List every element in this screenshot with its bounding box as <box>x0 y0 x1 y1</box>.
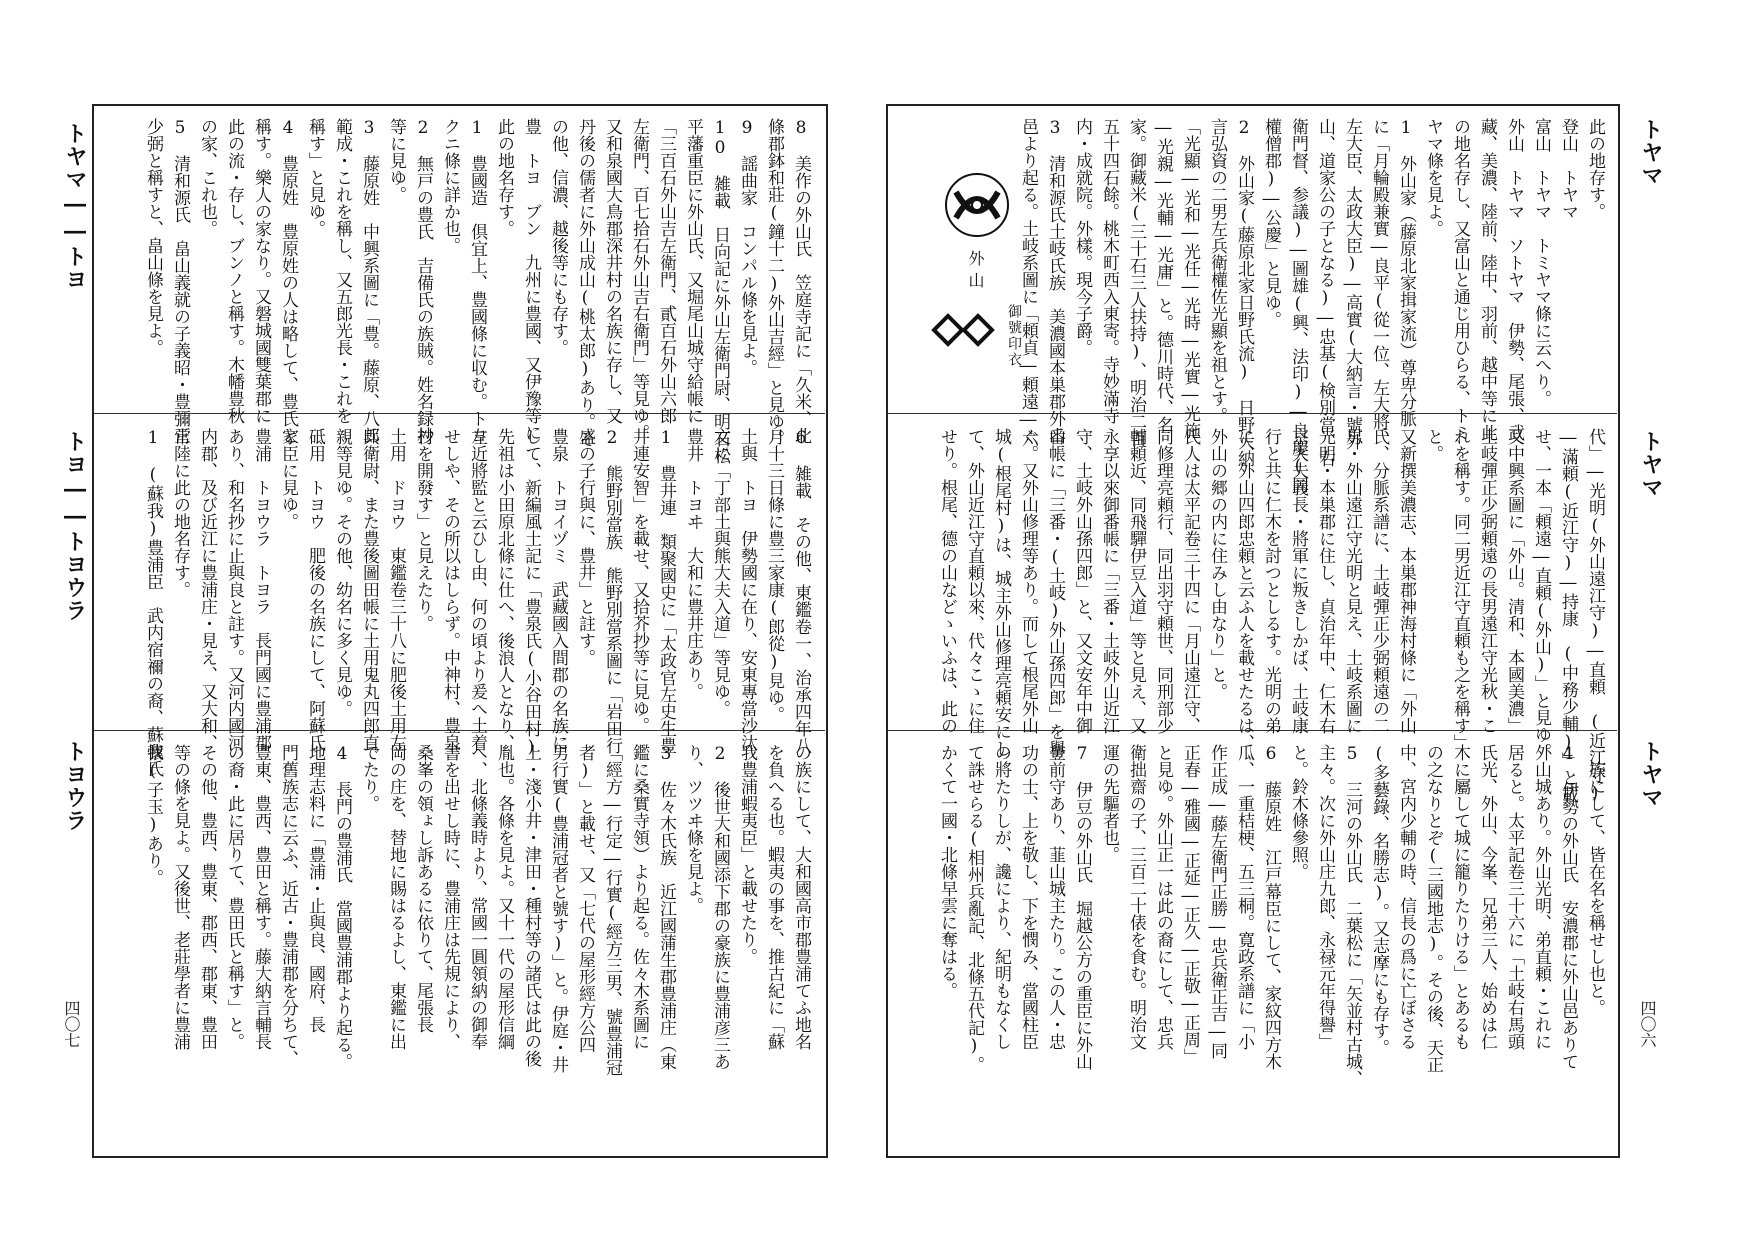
text-band-middle: 6 雑載 その他、東鑑卷一、治承四年八 月十三日條に豊三家康(郎從)見ゆ。 土與 トヨ 伊勢國に在り、安東專當沙汰 文に「丁部土與熊大夫入道」等見ゆ。 豊井 トヨヰ 大和に豊井庄あり。 1 豊井連 類聚國史に「太政官左史生豊 井連安智」を載せ、又拾芥抄等に見ゆ。 2 熊野別當族 熊野別當系圖に「岩田行 盛の子行與に、豊井」と註す。 豊泉 トヨイヅミ 武藏國入間郡の名族に して、新編風土記に「豊泉氏(小谷田村) 先祖は小田原北條に仕へ、後浪人となり、 左近將監と云ひし由、何の頃より爰へ土着 せしや、その所以はしらず。中神村、豊泉 村を開發す」と見えたり。 土用 ドヨウ 東鑑卷三十八に肥後土用左 兵衛尉、また豊後圖田帳に土用鬼丸四郎直 親等見ゆ。その他、幼名に多く見ゆ。 砥用 トヨウ 肥後の名族にして、阿蘇氏 家臣に見ゆ。 豊浦 トヨウラ トヨラ 長門國に豊浦郡 あり、和名抄に止與良と註す。又河内國河 内郡、及び近江に豊浦庄・見え、又大和、 常陸に此の地名存す。 1 (蘇我)豊浦臣 武内宿禰の裔、蘇我氏 <box>143 428 811 777</box>
crest-caption: 御號印衣 <box>1006 304 1022 368</box>
text-band-bottom: の族にして、大和國高市郡豊浦てふ地名 を負へる也。蝦夷の事を、推古紀に「蘇 我豊浦蝦夷臣」と載せたり。 2 後世大和國添下郡の豪族に豊浦彦三あ り、ツツヰ條を見よ。 3 佐々木氏族 近江國蒲生郡豊浦庄（東 鑑に桑實寺領）より起る。佐々木系圖に 「經方―行定―行實(經方三男、號豊浦冠 者)」と載せ、又「七代の屋形經方公四 男行實(豊浦冠者と號す)」と。伊庭・井 上・淺小井・津田・種村等の諸氏は此の後 胤也。各條を見よ。又十一代の屋形信綱 へ、北條義時より、常國一圓領納の御奉 書を出せし時に、豊浦庄は先規により、 桑峯の領ょし訴あるに依りて、尾張長 岡の庄を、替地に賜はるよし、東鑑に出 でたり。 4 長門の豊浦氏 當國豊浦郡より起る。 地理志料に「豊浦・止與良、國府、長 門舊族志に云ふ、近古・豊浦郡を分ちて、 豊東、豊西、豊田と稱す。藤大納言輔長 の裔・此に居りて、豊田氏と稱す」と。 その他、豊西、豊東、郡西、郡東、豊田 等の條を見よ。又後世、老莊學者に豊浦 懷(子玉)あり。 <box>143 744 811 1076</box>
lozenge-crest-icon <box>930 310 1000 350</box>
running-head-2: トヤマ <box>1638 430 1664 499</box>
running-head-1: トヤマ <box>1638 118 1664 187</box>
text-band-bottom: 一族にして、皆在名を稱せし也と。 4 伊勢の外山氏 安濃郡に外山邑ありて 外山城あり。外山光明、弟直頼・これに 居ると。太平記卷三十六に「土岐右馬頭 氏光、外山、今峯、兄弟三人、始めは仁 木に屬して城に籠りたりける」とあるも の之なりとぞ(三國地志)。その後、天正 中、宮内少輔の時、信長の爲に亡ぼさる (多藝錄、名勝志)。又志摩にも存す。 5 三河の外山氏 二葉松に「矢並村古城、 主々。次に外山庄九郎、永禄元年得譽」 と。鈴木條參照。 6 藤原姓 江戸幕臣にして、家紋四方木 瓜、一重桔梗、五三桐。寛政系譜に「小 作正成―藤左衛門正勝―忠兵衛正吉―同 正春―雅國―正延―正久―正敬―正周」 と見ゆ。外山正一は此の裔にして、忠兵 衛拙齋の子、三百二十俵を食む。明治文 運の先驅者也。 7 伊豆の外山氏 堀越公方の重臣に外山 豊前守あり、韮山城主たり。この人・忠 功の士、上を敬し、下を憫み、當國柱臣 の將たりしが、讒により、紀明もなくし て誅せらる(相州兵亂記、北條五代記)。 かくて一國・北條早雲に奪はる。 <box>937 744 1605 1087</box>
right-page <box>876 0 1752 1240</box>
page-number: 四〇六 <box>1638 1000 1657 1048</box>
text-band-middle: 代」―光明(外山遠江守)―直頼 (近江守) ―滿頼(近江守)―持康 (中務少輔)」と載 せ、一本「頼遠―直頼(外山)」と見ゆ。 又中興系圖に「外山。清和、本國美濃」 土岐彈正少弼頼遠の長男遠江守光秋・こ れを稱す。同二男近江守直頼も之を稱す」 と。 又新撰美濃志、本巣郡神海村條に「外山 氏、分脈系譜に、土岐彈正少弼頼遠の二 男・外山遠江守光明と見え、土岐系圖に 光明・本巣郡に住し、貞治年中、仁木右 京大夫義長・將軍に叛きしかば、土岐康 行と共に仁木を討つとしるす。光明の弟 に、外山四郎忠頼と云ふ人を載せたるは、 外山の郷の内に住みし由なり」と。 氏人は太平記卷三十四に「月山遠江守、 同修理亮頼行、同出羽守頼世、同刑部少 輔頼近、同飛驒伊豆入道」等と見え、又 永享以來御番帳に「三番・土岐外山近江 守、土岐外山孫四郎」と、又文安年中御 番帳に「三番・(土岐)外山孫四郎」を擧 ぐ。又外山修理等あり。而して根尾外山 城(根尾村)は、城主外山修理亮頼安にし て、外山近江守直頼以來、代々こゝに住 せり。根尾、德の山などゝいふは、此の <box>937 428 1605 803</box>
running-head-1: トヤマ――トヨ <box>62 122 88 291</box>
running-head-3: トヤマ <box>1638 740 1664 809</box>
crest-name: 外山 <box>966 250 985 294</box>
running-head-3: トヨウラ <box>62 740 88 832</box>
text-band-top: 8 美作の外山氏 笠庭寺記に「久米、北 條郡鉢和莊(鐘十二)外山吉經」と見ゆ。 9 謡曲家 コンパル條を見よ。 10 雑載 日向記に外山左衛門尉、明石松 平藩重臣に外山氏、又堀尾山城守給帳に 「三百石外山吉左衛門、貳百石外山六郎 左衛門、百七拾石外山吉右衛門」等見ゆ。 又和泉國大鳥郡深井村の名族に存し、又 丹後の儒者に外山成山(桃太郎)あり。そ の他、信濃、越後等にも存す。 豊 トヨ ブン 九州に豊國、又伊豫等に 此の地名存す。 1 豊國造 倶宜上、豊國條に収む。トヨ クニ條に詳か也。 2 無戸の豊氏 吉備氏の族賊。姓名録抄 等に見ゆ。 3 藤原姓 中興系圖に「豊。藤原、八郎 範成・これを稱し、又五郎光長・これを 稱す」と見ゆ。 4 豊原姓 豊原姓の人は略して、豊氏と 稱す。樂人の家なり。又磐城國雙葉郡に 此の流・存し、ブンノと稱す。木幡豊秋 の家、これ也。 5 清和源氏 畠山義就の子義昭・豊彌正 少弼と稱すと、畠山條を見よ。 <box>143 118 811 464</box>
crossed-feathers-crest-icon <box>942 170 1012 240</box>
running-head-2: トヨ――トヨウラ <box>62 430 88 622</box>
text-band-top: 此の地存す。 登山 トヤマ 富山 トヤマ トミヤマ條に云へり。 外山 トヤマ ソトヤマ 伊勢、尾張、武 藏、美濃、陸前、陸中、羽前、越中等に此 の地名存し、又富山と通じ用ひらる、トミ ヤマ條を見よ。 1 外山家（藤原北家揖家流）尊卑分脈 に「月輪殿兼實―良平(從一位、左大將、 左大臣、太政大臣)―高實(大納言・號外 山、道家公の子となる)―忠基(検別當、右 衛門督、参議)―圖雄(興、法印)―良慶(同 權僧郡)―公慶」と見ゆ。 2 外山家(藤原北家日野氏流) 日野大納 言弘資の二男左兵衛權佐光顯を祖とす。 「光顯―光和―光任―光時―光實―光施 ―光親―光輔―光庸」と。德川時代、名 家。御藏米(三十石三人扶持)、明治二百 五十四石餘。桃木町西入東寄。寺妙滿寺 内・成就院。外樣。現今子爵。 3 清和源氏土岐氏族 美濃國本巣郡外山 邑より起る。土岐系圖に「頼貞―頼遠―六 <box>1018 118 1605 493</box>
page-number: 四〇七 <box>62 1000 81 1048</box>
